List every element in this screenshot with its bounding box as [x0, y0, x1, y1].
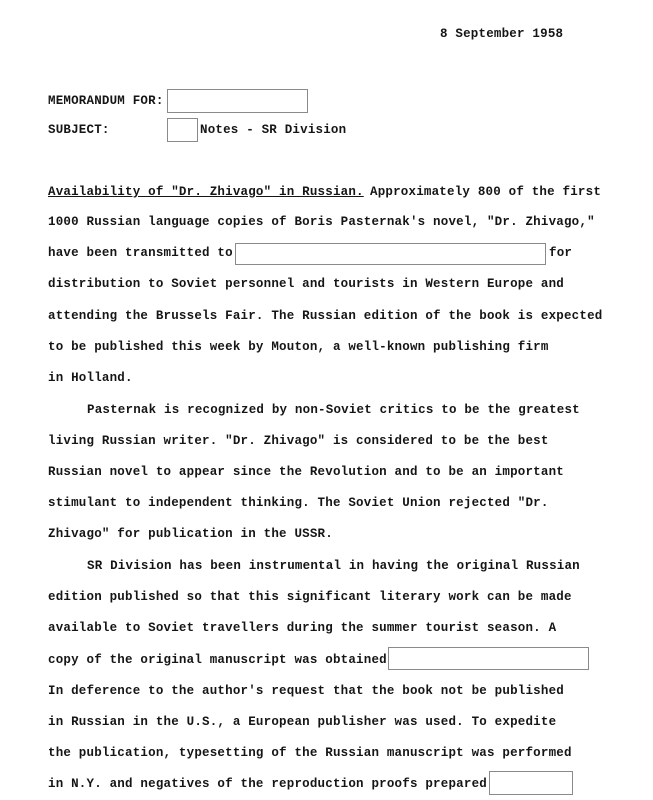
p2-line-4: stimulant to independent thinking. The Soviet Union rejected "Dr. — [48, 496, 549, 510]
memo-date: 8 September 1958 — [440, 27, 564, 41]
p2-line-3: Russian novel to appear since the Revolution and to be an important — [48, 465, 564, 479]
redaction-box-subject — [167, 118, 198, 142]
p2-line-5: Zhivago" for publication in the USSR. — [48, 527, 333, 541]
redaction-box-source — [388, 647, 589, 670]
p1-line-2: 1000 Russian language copies of Boris Pasternak's novel, "Dr. Zhivago," — [48, 215, 595, 229]
p3-line-4: copy of the original manuscript was obtained — [48, 653, 387, 667]
p3-line-8: in N.Y. and negatives of the reproduction proofs prepared — [48, 777, 487, 791]
redaction-box-recipient — [167, 89, 308, 113]
redaction-box-recipient-2 — [235, 243, 546, 265]
section-heading: Availability of "Dr. Zhivago" in Russian. — [48, 185, 364, 199]
p3-line-3: available to Soviet travellers during the summer tourist season. A — [48, 621, 557, 635]
p1-line-6: to be published this week by Mouton, a well-known publishing firm — [48, 340, 549, 354]
p2-line-2: living Russian writer. "Dr. Zhivago" is considered to be the best — [48, 434, 549, 448]
p1-line-4: distribution to Soviet personnel and tourists in Western Europe and — [48, 277, 564, 291]
p1-line-5: attending the Brussels Fair. The Russian edition of the book is expected — [48, 309, 603, 323]
subject-text: Notes - SR Division — [200, 123, 347, 137]
p2-line-1: Pasternak is recognized by non-Soviet critics to be the greatest — [87, 403, 580, 417]
p3-line-5: In deference to the author's request that the book not be published — [48, 684, 564, 698]
p3-line-7: the publication, typesetting of the Russian manuscript was performed — [48, 746, 572, 760]
p3-line-2: edition published so that this significant literary work can be made — [48, 590, 572, 604]
p1-line-3b: for — [549, 246, 573, 260]
p1-line-3a: have been transmitted to — [48, 246, 233, 260]
p1-line-7: in Holland. — [48, 371, 133, 385]
memo-for-label: MEMORANDUM FOR: — [48, 94, 164, 108]
subject-label: SUBJECT: — [48, 123, 110, 137]
p3-line-1: SR Division has been instrumental in having the original Russian — [87, 559, 580, 573]
redaction-box-proofs — [489, 771, 573, 795]
p3-line-6: in Russian in the U.S., a European publisher was used. To expedite — [48, 715, 557, 729]
p1-line-1: Approximately 800 of the first — [370, 185, 602, 199]
